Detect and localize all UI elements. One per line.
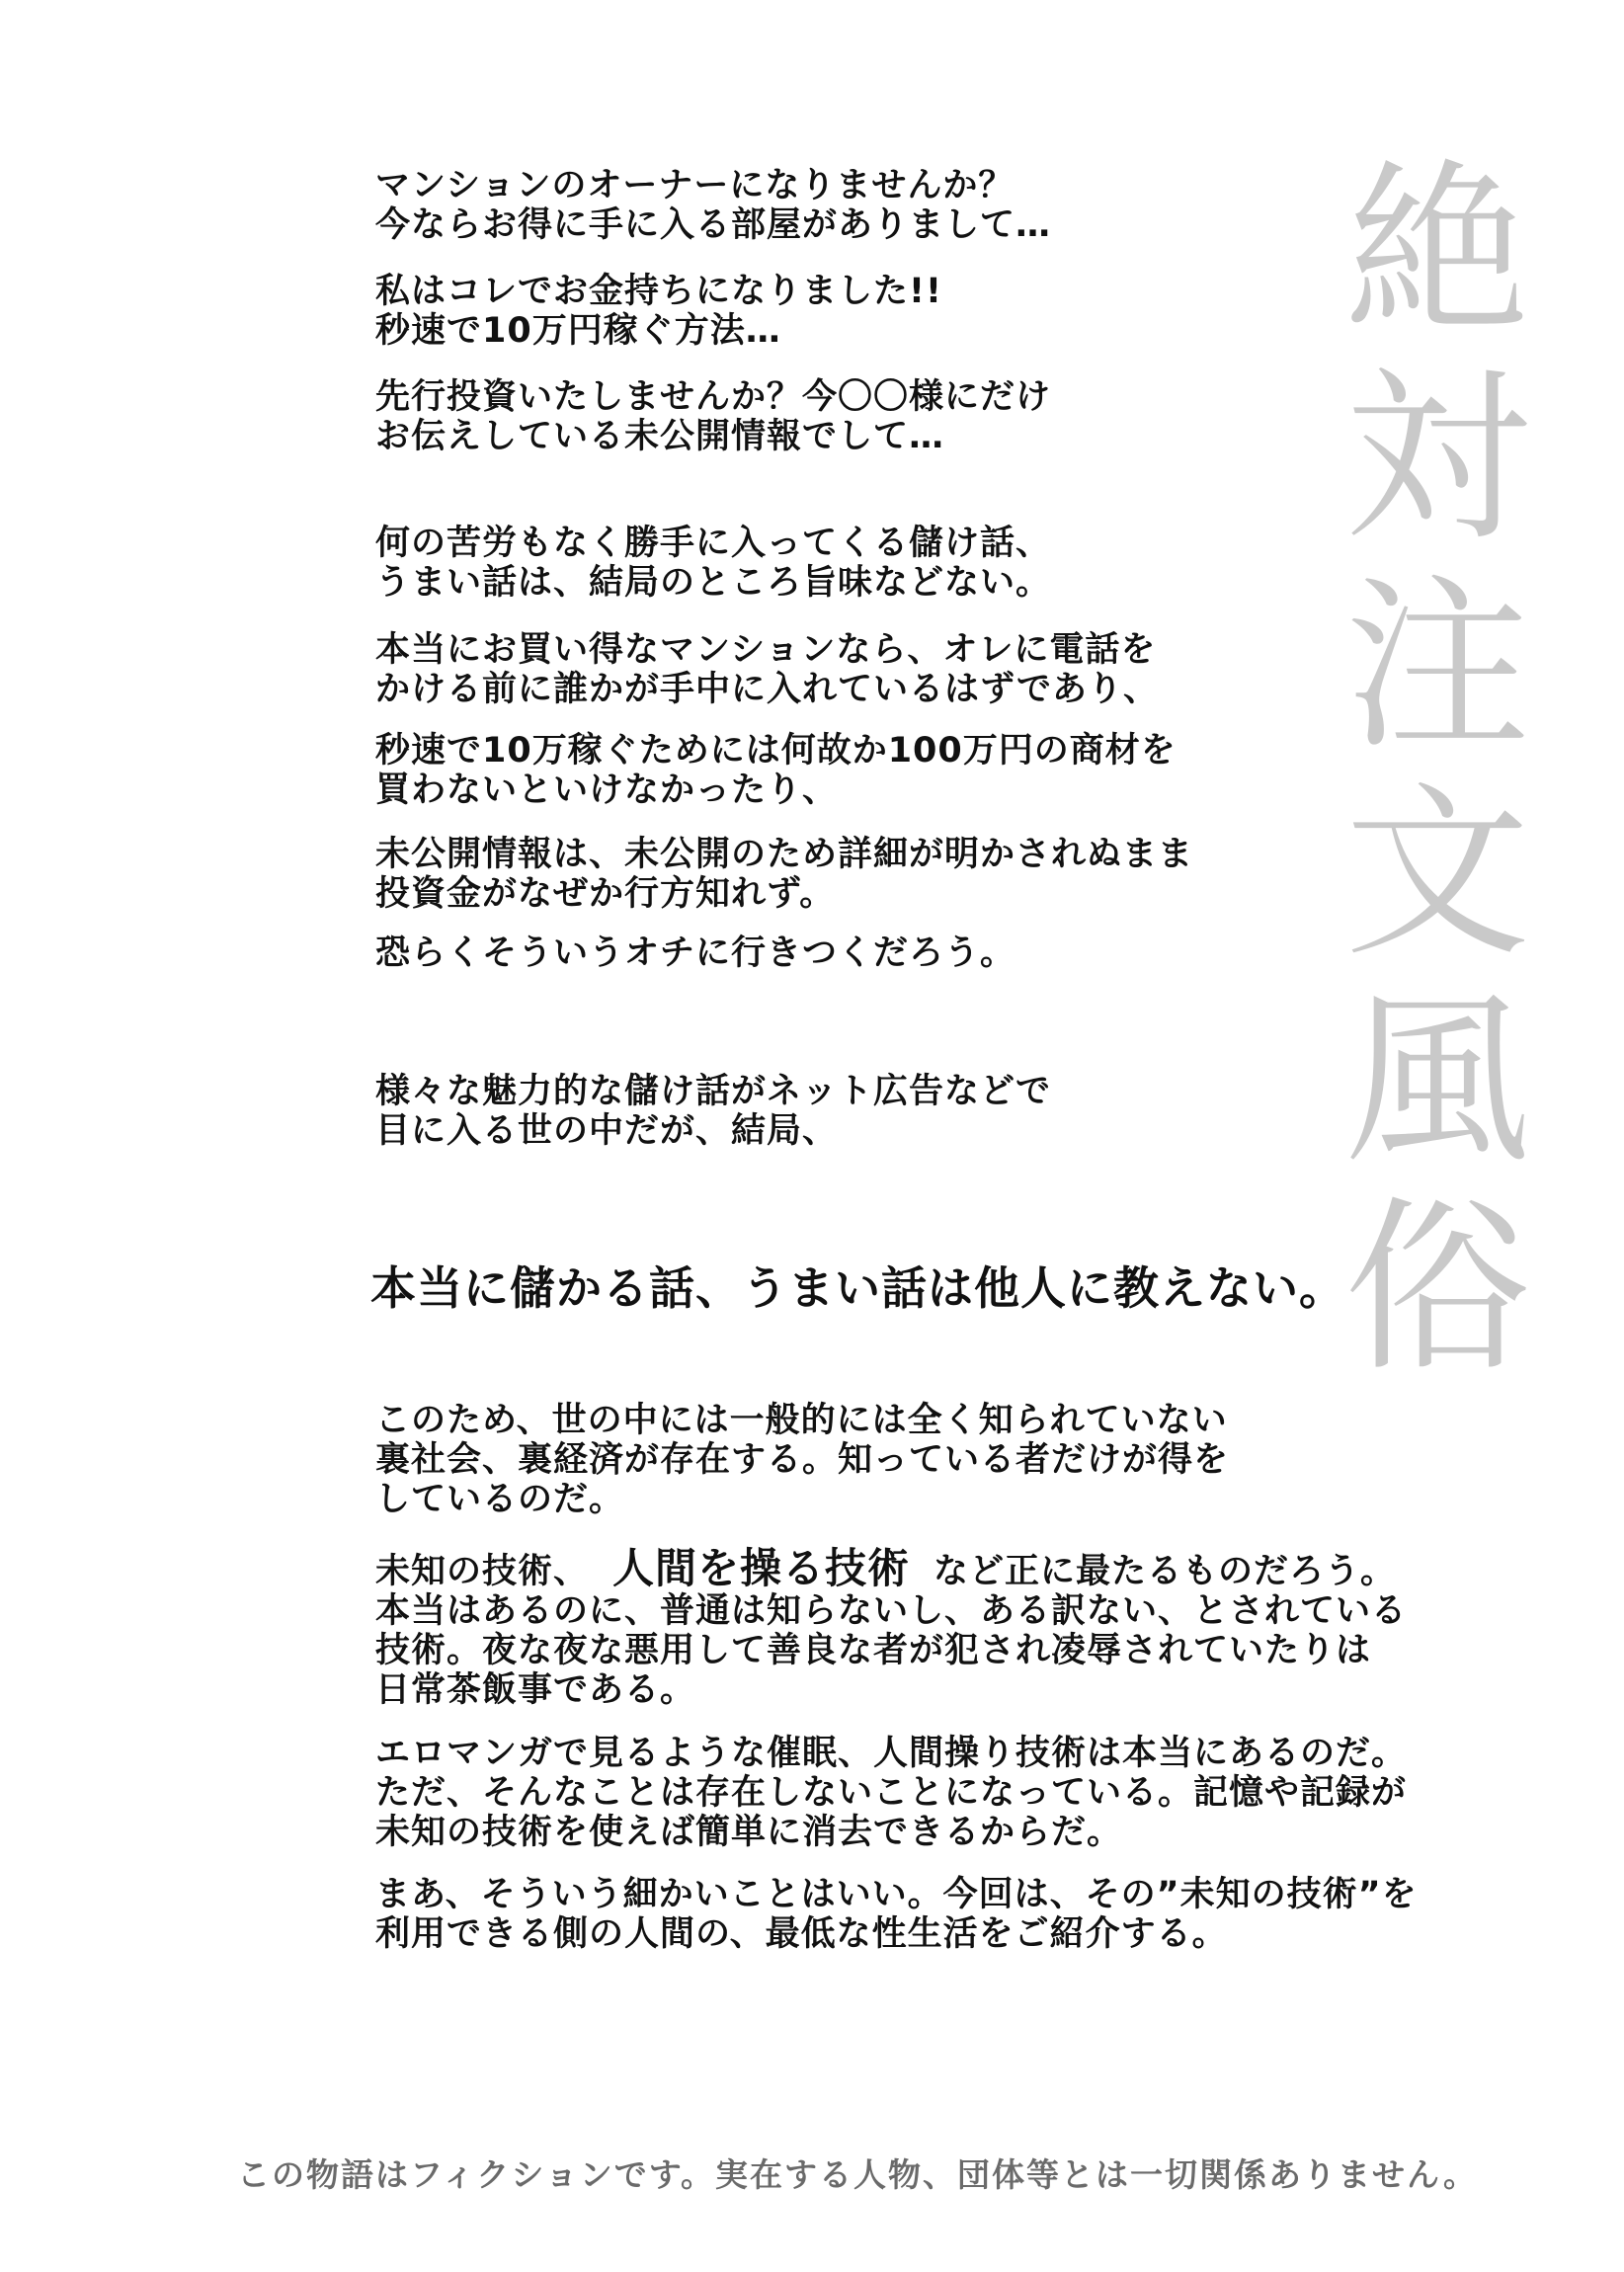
paragraph-7 (375, 835, 1193, 914)
title-char: 対 (1344, 351, 1530, 567)
text-line: 何の苦労もなく勝手に入ってくる儲け話、 (375, 524, 1052, 563)
paragraph-10 (375, 1401, 1229, 1519)
title-char: 俗 (1344, 1180, 1530, 1397)
text-line: 未知の技術を使えば簡単に消去できるからだ。 (375, 1813, 1123, 1852)
paragraph-8 (375, 933, 1015, 973)
text-line: 目に入る世の中だが、結局、 (375, 1111, 839, 1151)
text-line: 買わないといけなかったり、 (375, 771, 839, 810)
text-line: このため、世の中には一般的には全く知られていない (375, 1401, 1228, 1440)
text-line: お伝えしている未公開情報でして… (375, 417, 945, 456)
text-line: 先行投資いたしませんか？今〇〇様にだけ (375, 377, 1052, 417)
emphasis-heading: 本当に儲かる話、うまい話は他人に教えない。 (370, 1261, 1345, 1315)
paragraph-9 (375, 1072, 1051, 1151)
text-line: 私はコレでお金持ちになりました!! (375, 272, 942, 311)
disclaimer: この物語はフィクションです。実在する人物、団体等とは一切関係ありません。 (237, 2155, 1479, 2194)
text-line: 投資金がなぜか行方知れず。 (375, 874, 836, 914)
paragraph-1 (375, 166, 1051, 245)
text-line: ただ、そんなことは存在しないことになっている。記憶や記録が (375, 1773, 1408, 1813)
text-line: まあ、そういう細かいことはいい。今回は、その”未知の技術”を (375, 1875, 1418, 1914)
text-line: 技術。夜な夜な悪用して善良な者が犯され凌辱されていたりは (375, 1631, 1372, 1670)
title-char: 風 (1344, 973, 1530, 1189)
tech-strong: 人間を操る技術 (612, 1544, 911, 1592)
text-line: 様々な魅力的な儲け話がネット広告などで (375, 1072, 1052, 1111)
text-line: 未公開情報は、未公開のため詳細が明かされぬまま (375, 835, 1194, 874)
text-line: うまい話は、結局のところ旨味などない。 (375, 563, 1052, 603)
text-line: 裏社会、裏経済が存在する。知っている者だけが得を (375, 1440, 1230, 1480)
tech-suffix: など正に最たるものだろう。 (934, 1552, 1397, 1591)
text-line-first (375, 1544, 1407, 1592)
paragraph-3 (375, 377, 1051, 456)
text-line: かける前に誰かが手中に入れているはずであり、 (375, 670, 1160, 709)
paragraph-tech (375, 1544, 1408, 1710)
paragraph-4 (375, 524, 1051, 603)
text-line: マンションのオーナーになりませんか？ (375, 166, 1015, 205)
text-line: 本当にお買い得なマンションなら、オレに電話を (375, 630, 1157, 670)
text-line: 今ならお得に手に入る部屋がありまして… (375, 205, 1052, 245)
title-char: 文 (1344, 766, 1530, 982)
paragraph-12 (375, 1734, 1407, 1852)
text-line: 日常茶飯事である。 (375, 1670, 696, 1710)
text-line: 秒速で10万円稼ぐ方法… (375, 311, 781, 351)
title-char: 注 (1344, 558, 1530, 774)
text-line: 秒速で10万稼ぐためには何故か100万円の商材を (375, 731, 1177, 771)
vertical-title (1324, 143, 1551, 1397)
text-line: 恐らくそういうオチに行きつくだろう。 (375, 933, 1016, 973)
paragraph-6 (375, 731, 1177, 810)
paragraph-13 (375, 1875, 1418, 1954)
text-line: 利用できる側の人間の、最低な性生活をご紹介する。 (375, 1914, 1228, 1954)
text-line: しているのだ。 (375, 1480, 625, 1519)
title-char: 絶 (1344, 143, 1530, 360)
text-line: エロマンガで見るような催眠、人間操り技術は本当にあるのだ。 (375, 1734, 1408, 1773)
paragraph-2 (375, 272, 942, 351)
text-line: 本当はあるのに、普通は知らないし、ある訳ない、とされている (375, 1591, 1408, 1631)
paragraph-5 (375, 630, 1159, 709)
tech-prefix: 未知の技術、 (375, 1552, 590, 1591)
